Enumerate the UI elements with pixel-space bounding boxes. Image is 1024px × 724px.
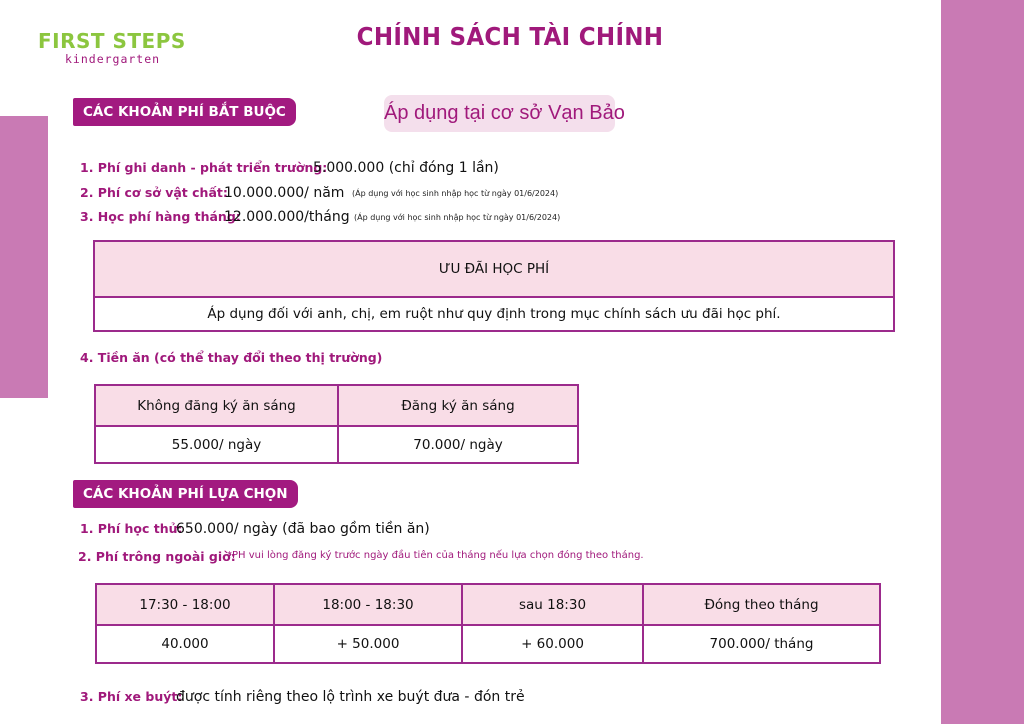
overtime-header-2: 18:00 - 18:30 — [274, 584, 462, 625]
bus-fee-value: được tính riêng theo lộ trình xe buýt đưa - đón trẻ — [176, 689, 525, 705]
fee-note-facilities: (Áp dụng với học sinh nhập học từ ngày 01/6/2024) — [352, 189, 559, 198]
discount-title: ƯU ĐÃI HỌC PHÍ — [94, 241, 894, 297]
logo-tagline: kindergarten — [65, 52, 161, 66]
overtime-header-3: sau 18:30 — [462, 584, 643, 625]
overtime-value-3: + 60.000 — [462, 625, 643, 663]
mandatory-fees-heading: CÁC KHOẢN PHÍ BẮT BUỘC — [73, 98, 296, 126]
apply-location-badge: Áp dụng tại cơ sở Vạn Bảo — [384, 95, 615, 132]
overtime-fee-note: *PH vui lòng đăng ký trước ngày đầu tiên của tháng nếu lựa chọn đóng theo tháng. — [227, 550, 644, 561]
logo-name: FIRST STEPS — [38, 29, 186, 53]
trial-fee-label: 1. Phí học thử: — [80, 521, 183, 536]
fee-label-tuition: 3. Học phí hàng tháng: — [80, 209, 241, 224]
meal-fee-label: 4. Tiền ăn (có thể thay đổi theo thị trường) — [80, 350, 383, 365]
meal-header-no-breakfast: Không đăng ký ăn sáng — [95, 385, 338, 426]
overtime-fee-table — [95, 583, 881, 664]
trial-fee-value: 650.000/ ngày (đã bao gồm tiền ăn) — [176, 521, 430, 537]
right-decorative-bar — [941, 0, 1024, 724]
fee-value-registration: 5.000.000 (chỉ đóng 1 lần) — [313, 160, 499, 176]
school-logo — [38, 29, 186, 70]
meal-value-breakfast: 70.000/ ngày — [338, 426, 578, 463]
meal-header-breakfast: Đăng ký ăn sáng — [338, 385, 578, 426]
overtime-header-monthly: Đóng theo tháng — [643, 584, 880, 625]
fee-value-tuition: 12.000.000/tháng — [224, 209, 350, 225]
fee-note-tuition: (Áp dụng với học sinh nhập học từ ngày 01/6/2024) — [354, 213, 561, 222]
fee-label-facilities: 2. Phí cơ sở vật chất: — [80, 185, 228, 200]
fee-label-registration: 1. Phí ghi danh - phát triển trường: — [80, 160, 328, 175]
fee-value-facilities: 10.000.000/ năm — [224, 185, 345, 201]
meal-value-no-breakfast: 55.000/ ngày — [95, 426, 338, 463]
discount-text: Áp dụng đối với anh, chị, em ruột như quy định trong mục chính sách ưu đãi học phí. — [94, 297, 894, 331]
page-title: CHÍNH SÁCH TÀI CHÍNH — [356, 22, 664, 51]
overtime-fee-label: 2. Phí trông ngoài giờ: — [78, 549, 236, 564]
optional-fees-heading: CÁC KHOẢN PHÍ LỰA CHỌN — [73, 480, 298, 508]
overtime-header-1: 17:30 - 18:00 — [96, 584, 274, 625]
discount-table — [93, 240, 895, 332]
overtime-value-2: + 50.000 — [274, 625, 462, 663]
meal-fee-table — [94, 384, 579, 464]
overtime-value-1: 40.000 — [96, 625, 274, 663]
left-decorative-bar — [0, 116, 48, 398]
bus-fee-label: 3. Phí xe buýt: — [80, 689, 183, 704]
overtime-value-monthly: 700.000/ tháng — [643, 625, 880, 663]
